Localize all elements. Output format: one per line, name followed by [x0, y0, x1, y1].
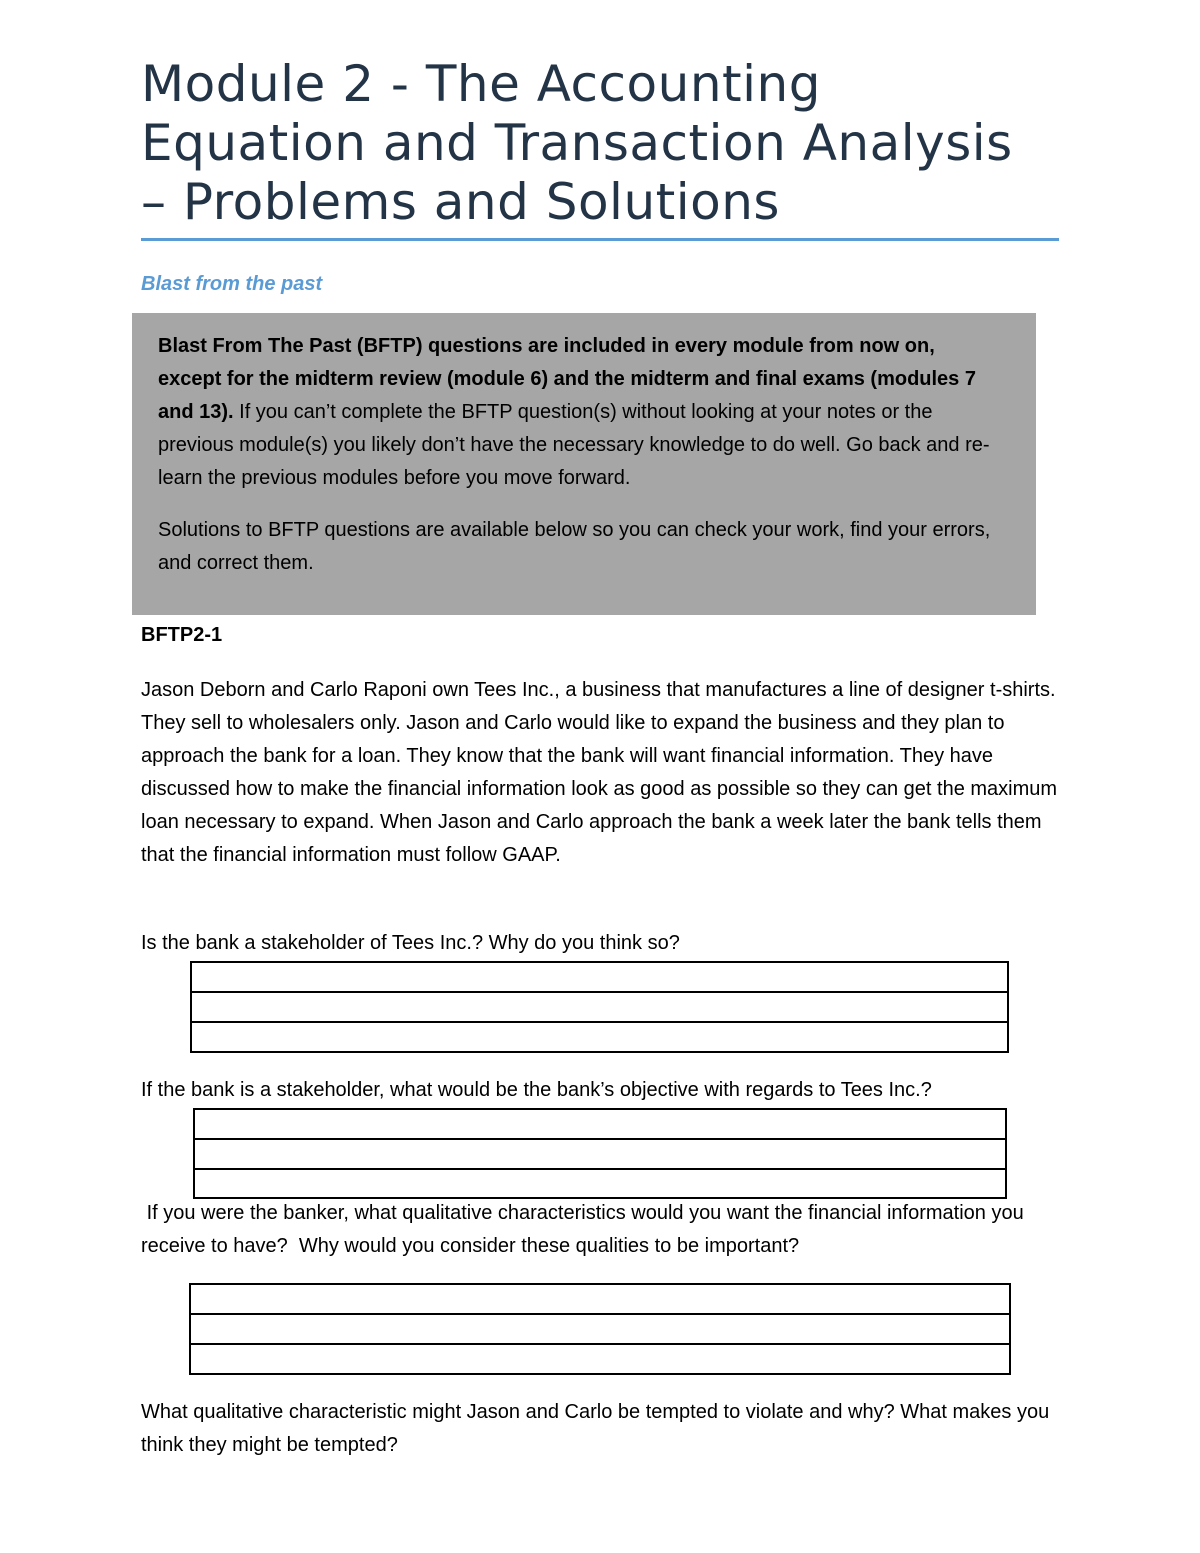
question-3: If you were the banker, what qualitative characteristics would you want the financial information you receive to have? Why would you consider these qualities to be important? — [141, 1202, 1030, 1257]
callout-regular-text: If you can’t complete the BFTP question(s) without looking at your notes or the previous module(s) you likely don’t have the necessary knowledge to do well. Go back and re-learn the previous modules before you move forward. — [158, 401, 990, 489]
title-line-1: Module 2 - The Accounting — [141, 55, 821, 113]
callout-bold-text: Blast From The Past (BFTP) questions are included in every module from now on, except for the midterm review (module 6) and the midterm and final exams (modules 7 and 13). — [158, 335, 976, 423]
bftp-callout-box — [132, 313, 1036, 615]
scenario-paragraph: Jason Deborn and Carlo Raponi own Tees Inc., a business that manufactures a line of designer t-shirts. They sell to wholesalers only. Jason and Carlo would like to expand the business and they plan to approach the bank for a loan. They know that the bank will want financial information. They have discussed how to make the financial information look as good as possible so they can get the maximum loan necessary to expand. When Jason and Carlo approach the bank a week later the bank tells them that the financial information must follow GAAP. — [141, 679, 1058, 866]
answer-line[interactable] — [192, 1023, 1007, 1053]
answer-line[interactable] — [191, 1345, 1009, 1375]
title-line-3: – Problems and Solutions — [141, 173, 780, 231]
answer-box-1[interactable] — [190, 961, 1009, 1053]
page-title — [141, 55, 1071, 232]
answer-line[interactable] — [191, 1285, 1009, 1315]
callout-paragraph-2: Solutions to BFTP questions are available below so you can check your work, find your errors, and correct them. — [158, 519, 991, 574]
question-2: If the bank is a stakeholder, what would be the bank’s objective with regards to Tees Inc.? — [141, 1079, 932, 1101]
question-id: BFTP2-1 — [141, 624, 223, 646]
callout-paragraph-1 — [158, 330, 1003, 495]
title-line-2: Equation and Transaction Analysis — [141, 114, 1013, 172]
answer-line[interactable] — [192, 963, 1007, 993]
question-1: Is the bank a stakeholder of Tees Inc.? Why do you think so? — [141, 932, 680, 954]
title-underline — [141, 238, 1059, 241]
answer-box-3[interactable] — [189, 1283, 1011, 1375]
question-4: What qualitative characteristic might Jason and Carlo be tempted to violate and why? What makes you think they might be tempted? — [141, 1401, 1050, 1456]
answer-line[interactable] — [191, 1315, 1009, 1345]
answer-box-2[interactable] — [193, 1108, 1007, 1199]
answer-line[interactable] — [192, 993, 1007, 1023]
answer-line[interactable] — [195, 1170, 1005, 1200]
answer-line[interactable] — [195, 1140, 1005, 1170]
section-subheading: Blast from the past — [141, 273, 323, 295]
answer-line[interactable] — [195, 1110, 1005, 1140]
